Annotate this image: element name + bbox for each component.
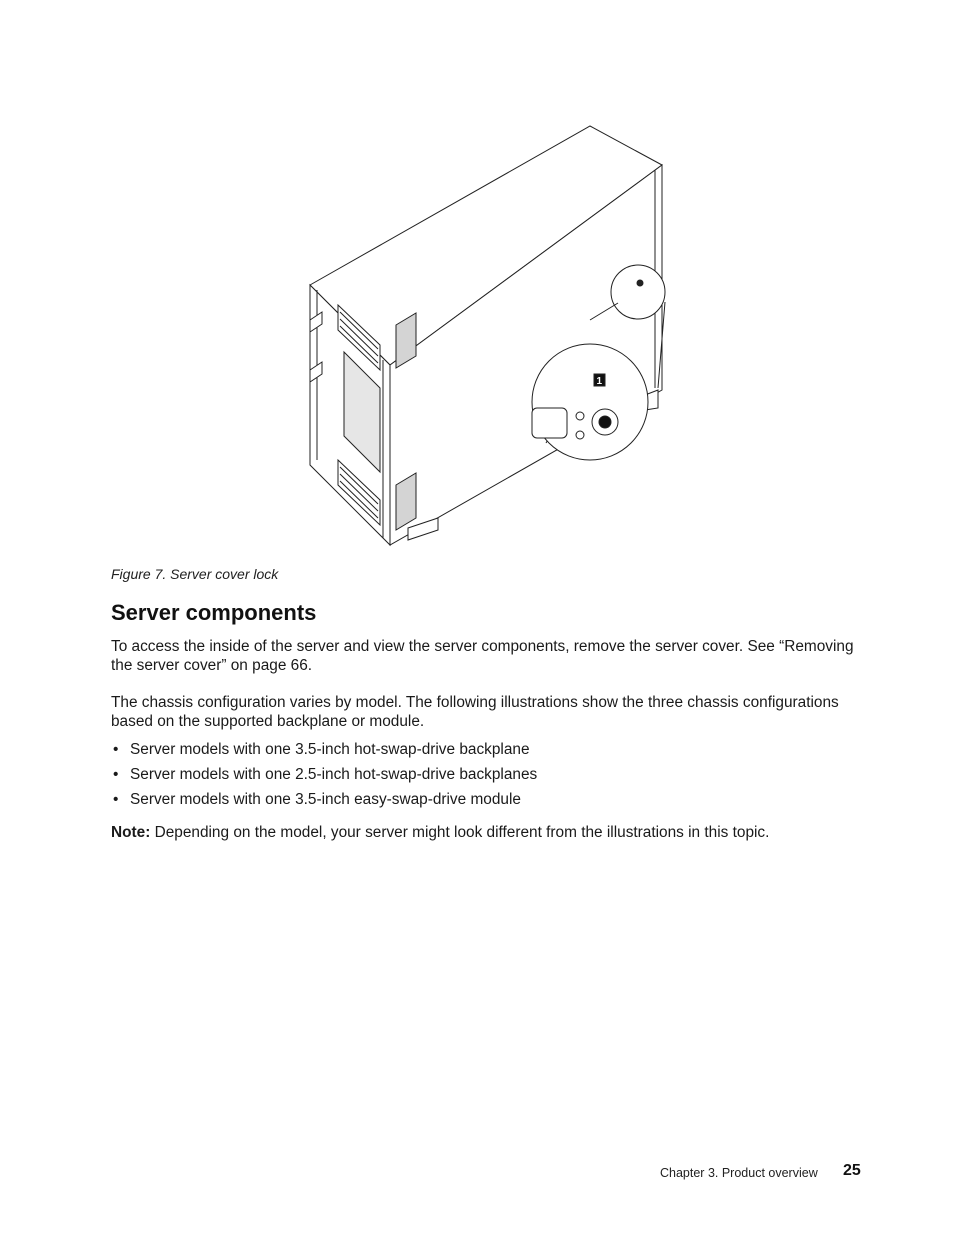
lock-location-circle <box>611 265 665 319</box>
page-number: 25 <box>843 1162 861 1179</box>
paragraph-access-cover: To access the inside of the server and view the server components, remove the server cover. See “Removing the server cover” on page 66. <box>111 638 854 674</box>
list-item: • Server models with one 2.5-inch hot-swap-drive backplanes <box>111 765 871 784</box>
lock-detail-circle <box>532 344 648 460</box>
chassis-config-list <box>111 740 871 815</box>
list-item: • Server models with one 3.5-inch easy-swap-drive module <box>111 790 871 809</box>
list-item: • Server models with one 3.5-inch hot-swap-drive backplane <box>111 740 871 759</box>
figure-caption: Figure 7. Server cover lock <box>111 566 279 582</box>
section-title: Server components <box>111 600 317 625</box>
server-cover-lock-figure <box>300 120 680 550</box>
server-illustration <box>300 120 680 550</box>
note-text: Depending on the model, your server might look different from the illustrations in this topic. <box>150 824 770 841</box>
cover-lock-icon <box>599 416 611 428</box>
note-paragraph <box>111 823 871 842</box>
callout-number: 1 <box>596 376 603 387</box>
paragraph-chassis-config: The chassis configuration varies by model. The following illustrations show the three chassis configurations based on the supported backplane or module. <box>111 694 839 730</box>
note-label: Note: <box>111 824 151 841</box>
footer-chapter: Chapter 3. Product overview <box>660 1166 818 1180</box>
